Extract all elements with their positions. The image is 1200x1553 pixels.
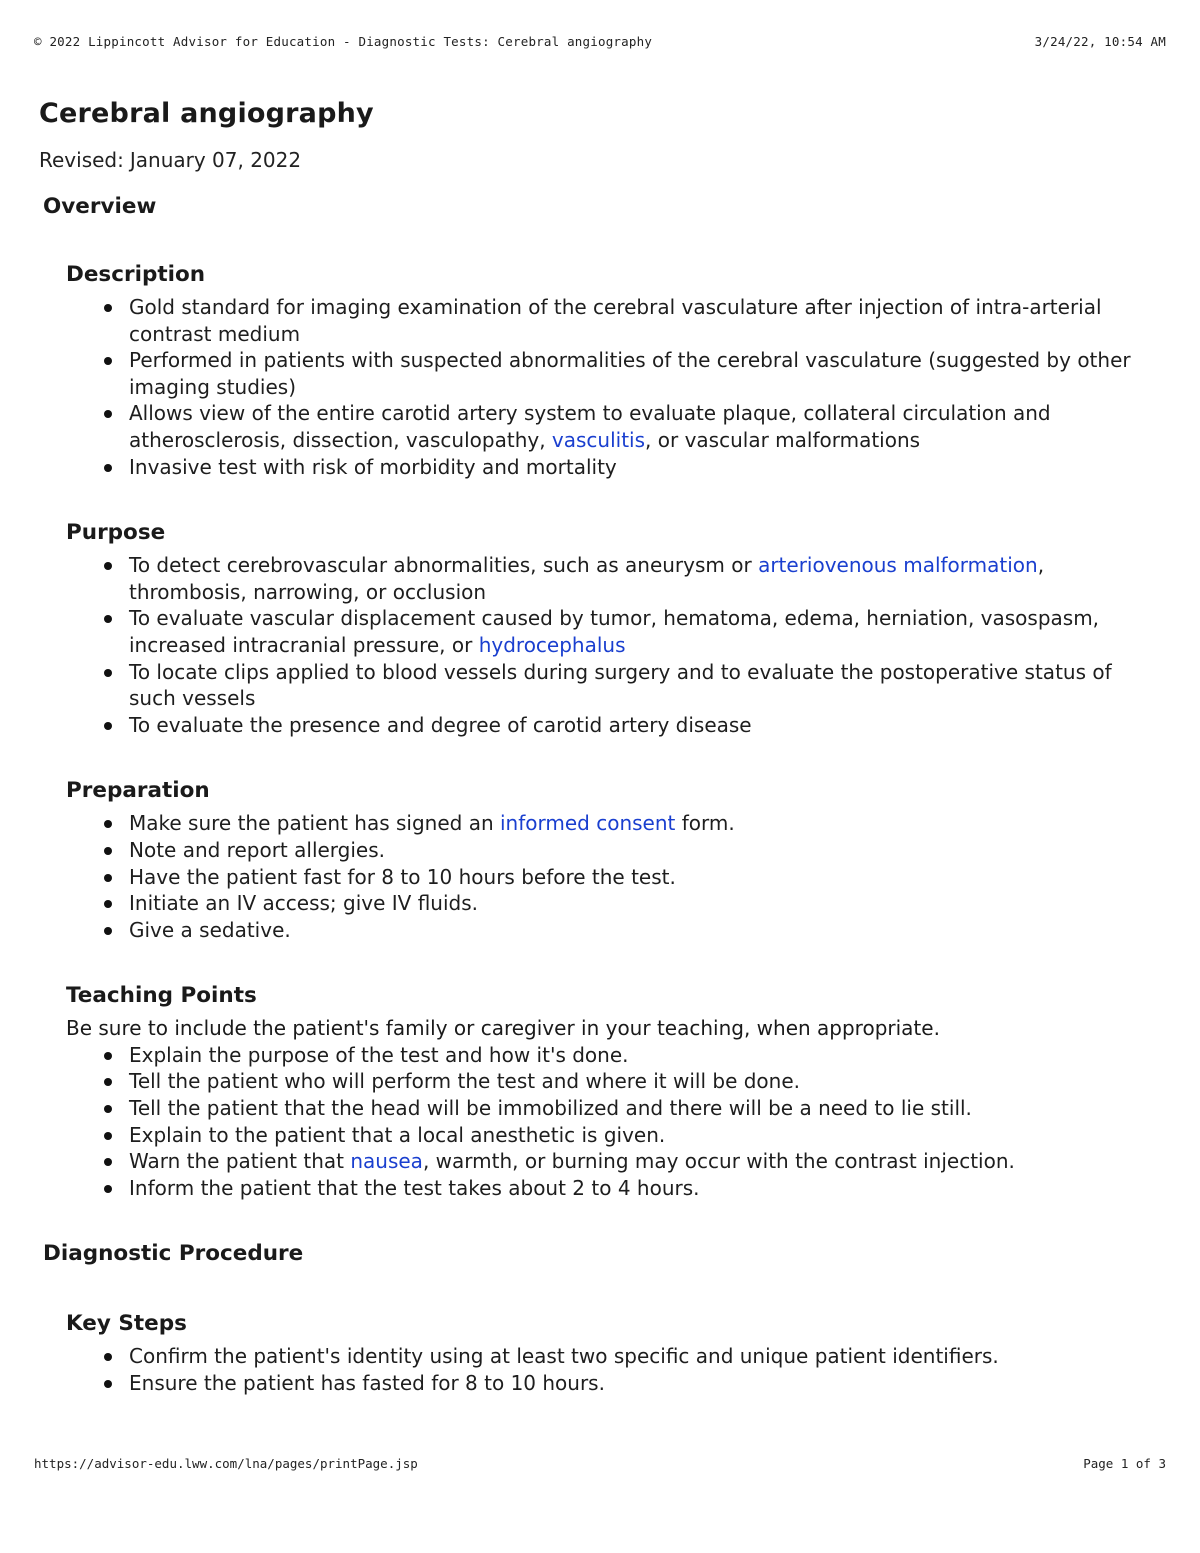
arteriovenous-malformation-link[interactable]: arteriovenous malformation bbox=[758, 553, 1038, 578]
list-item: Have the patient fast for 8 to 10 hours before the test. bbox=[129, 864, 1164, 891]
list-item: Performed in patients with suspected abnormalities of the cerebral vasculature (suggested by other imaging studies) bbox=[129, 347, 1164, 400]
key-steps-list bbox=[39, 1343, 1164, 1396]
article-content bbox=[39, 92, 1164, 1397]
list-item: To detect cerebrovascular abnormalities, such as aneurysm or arteriovenous malformation, thrombosis, narrowing, or occlusion bbox=[129, 552, 1164, 605]
list-item: Explain the purpose of the test and how it's done. bbox=[129, 1042, 1164, 1069]
teaching-points-intro: Be sure to include the patient's family or caregiver in your teaching, when appropriate. bbox=[66, 1016, 940, 1041]
informed-consent-link[interactable]: informed consent bbox=[500, 811, 676, 836]
list-item: Tell the patient who will perform the test and where it will be done. bbox=[129, 1068, 1164, 1095]
list-item: Gold standard for imaging examination of the cerebral vasculature after injection of intra-arterial contrast medium bbox=[129, 294, 1164, 347]
print-header-title: © 2022 Lippincott Advisor for Education - Diagnostic Tests: Cerebral angiography bbox=[34, 34, 653, 49]
hydrocephalus-link[interactable]: hydrocephalus bbox=[478, 632, 626, 657]
list-item: Note and report allergies. bbox=[129, 837, 1164, 864]
teaching-points-list bbox=[39, 1042, 1164, 1202]
key-steps-title: Key Steps bbox=[66, 1311, 187, 1337]
description-title: Description bbox=[66, 262, 206, 287]
section-diagnostic-procedure-title: Diagnostic Procedure bbox=[43, 1241, 304, 1267]
list-item: To evaluate vascular displacement caused by tumor, hematoma, edema, herniation, vasospasm, increased intracranial pressure, or hydrocephalus bbox=[129, 605, 1164, 658]
list-item: Allows view of the entire carotid artery system to evaluate plaque, collateral circulation and atherosclerosis, dissection, vasculopathy, vasculitis, or vascular malformations bbox=[129, 400, 1164, 453]
list-item: Make sure the patient has signed an informed consent form. bbox=[129, 810, 1164, 837]
revised-date bbox=[39, 146, 1164, 174]
list-item: To evaluate the presence and degree of carotid artery disease bbox=[129, 712, 1164, 739]
list-item: Invasive test with risk of morbidity and mortality bbox=[129, 454, 1164, 481]
print-header-timestamp: 3/24/22, 10:54 AM bbox=[1034, 34, 1166, 49]
list-item: Tell the patient that the head will be immobilized and there will be a need to lie still. bbox=[129, 1095, 1164, 1122]
teaching-points-title: Teaching Points bbox=[66, 983, 257, 1009]
list-item: Inform the patient that the test takes about 2 to 4 hours. bbox=[129, 1175, 1164, 1202]
list-item: Confirm the patient's identity using at least two specific and unique patient identifiers. bbox=[129, 1343, 1164, 1370]
preparation-list bbox=[39, 810, 1164, 943]
list-item: Explain to the patient that a local anesthetic is given. bbox=[129, 1122, 1164, 1149]
print-footer-page-number: Page 1 of 3 bbox=[1083, 1456, 1166, 1471]
print-footer-url: https://advisor-edu.lww.com/lna/pages/printPage.jsp bbox=[34, 1456, 418, 1471]
list-item: Give a sedative. bbox=[129, 917, 1164, 944]
purpose-title: Purpose bbox=[66, 520, 166, 546]
list-item: Warn the patient that nausea, warmth, or burning may occur with the contrast injection. bbox=[129, 1148, 1164, 1175]
purpose-list bbox=[39, 552, 1164, 738]
revised-label: Revised: bbox=[39, 148, 124, 172]
print-header bbox=[34, 34, 1166, 52]
revised-value: January 07, 2022 bbox=[129, 148, 302, 172]
vasculitis-link[interactable]: vasculitis bbox=[551, 427, 646, 452]
list-item: Initiate an IV access; give IV fluids. bbox=[129, 890, 1164, 917]
page-title: Cerebral angiography bbox=[39, 98, 374, 129]
description-list bbox=[39, 294, 1164, 480]
section-overview-title: Overview bbox=[43, 194, 157, 219]
print-footer bbox=[34, 1456, 1166, 1474]
nausea-link[interactable]: nausea bbox=[350, 1149, 423, 1174]
list-item: Ensure the patient has fasted for 8 to 10 hours. bbox=[129, 1370, 1164, 1397]
list-item: To locate clips applied to blood vessels during surgery and to evaluate the postoperative status of such vessels bbox=[129, 659, 1164, 712]
preparation-title: Preparation bbox=[66, 778, 210, 804]
